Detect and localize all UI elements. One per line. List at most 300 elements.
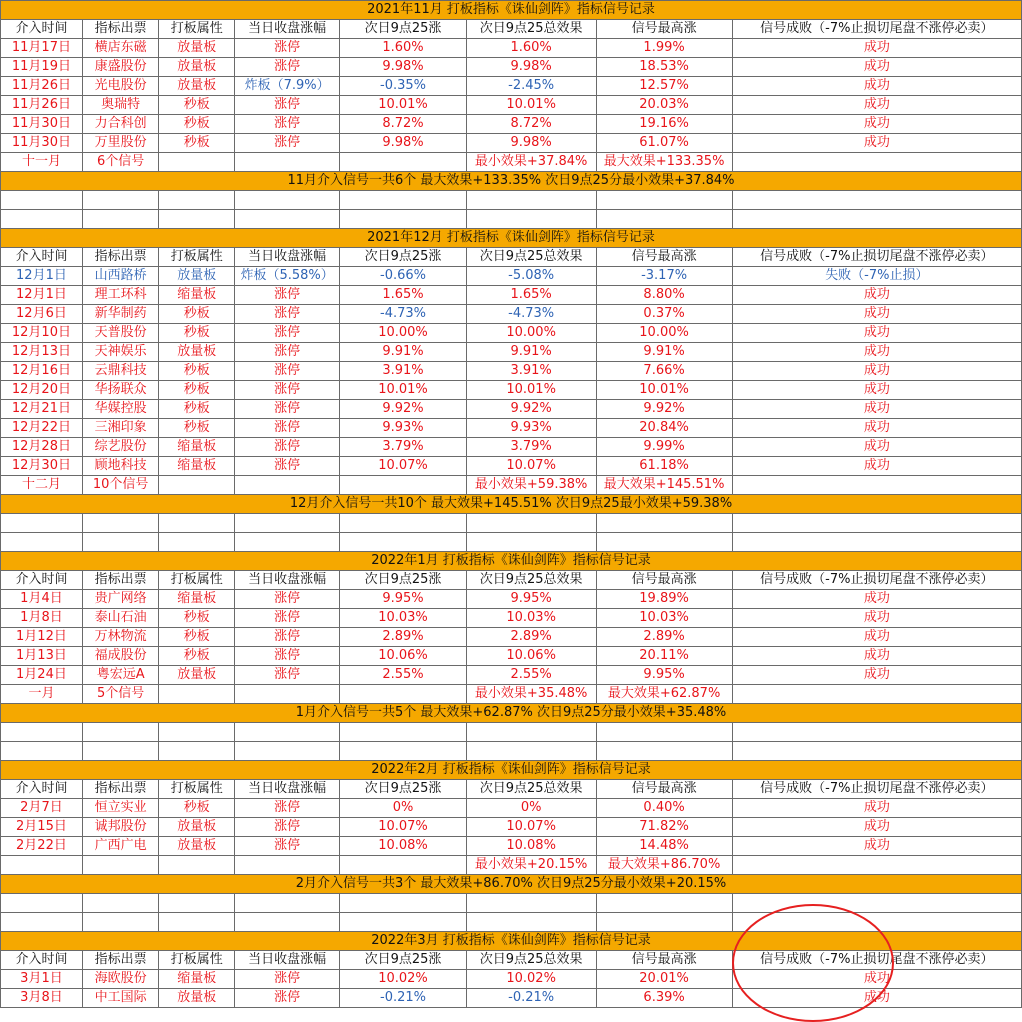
signal-cell[interactable]: 9.98% (466, 134, 596, 153)
signal-cell[interactable]: 0.37% (596, 305, 732, 324)
signal-cell[interactable]: -0.35% (340, 77, 467, 96)
signal-cell[interactable]: 11月30日 (1, 115, 83, 134)
signal-cell[interactable]: 缩量板 (159, 457, 235, 476)
column-header[interactable]: 介入时间 (1, 248, 83, 267)
signal-cell[interactable]: 1月4日 (1, 590, 83, 609)
signal-cell[interactable]: 10.01% (340, 96, 467, 115)
signal-cell[interactable]: 涨停 (234, 400, 339, 419)
signal-cell[interactable]: 秒板 (159, 609, 235, 628)
signal-cell[interactable]: 涨停 (234, 799, 339, 818)
signal-cell[interactable]: 3月1日 (1, 970, 83, 989)
signal-cell[interactable]: 9.95% (596, 666, 732, 685)
signal-cell[interactable]: 3月8日 (1, 989, 83, 1008)
empty-cell[interactable] (1, 514, 83, 533)
signal-cell[interactable]: 成功 (732, 590, 1021, 609)
signal-cell[interactable]: 缩量板 (159, 438, 235, 457)
signal-cell[interactable]: 缩量板 (159, 970, 235, 989)
signal-cell[interactable]: 秒板 (159, 799, 235, 818)
signal-cell[interactable]: 成功 (732, 989, 1021, 1008)
signal-cell[interactable]: 涨停 (234, 609, 339, 628)
month-total-cell[interactable] (340, 153, 467, 172)
column-header[interactable]: 指标出票 (82, 571, 159, 590)
signal-cell[interactable]: 9.91% (466, 343, 596, 362)
signal-cell[interactable]: 2.55% (340, 666, 467, 685)
signal-cell[interactable]: 12月10日 (1, 324, 83, 343)
signal-cell[interactable]: 放量板 (159, 837, 235, 856)
signal-cell[interactable]: 10.03% (596, 609, 732, 628)
signal-cell[interactable]: 成功 (732, 666, 1021, 685)
month-total-cell[interactable] (340, 685, 467, 704)
month-total-cell[interactable] (340, 476, 467, 495)
empty-cell[interactable] (159, 210, 235, 229)
signal-cell[interactable]: 61.07% (596, 134, 732, 153)
empty-cell[interactable] (1, 533, 83, 552)
column-header[interactable]: 次日9点25总效果 (466, 248, 596, 267)
signal-cell[interactable]: 1月8日 (1, 609, 83, 628)
section-title[interactable]: 2021年11月 打板指标《诛仙剑阵》指标信号记录 (1, 1, 1022, 20)
month-total-cell[interactable]: 最小效果+20.15% (466, 856, 596, 875)
empty-cell[interactable] (732, 210, 1021, 229)
signal-cell[interactable]: 0% (466, 799, 596, 818)
month-total-cell[interactable] (340, 856, 467, 875)
signal-cell[interactable]: 炸板（7.9%） (234, 77, 339, 96)
signal-cell[interactable]: 7.66% (596, 362, 732, 381)
empty-cell[interactable] (340, 533, 467, 552)
signal-cell[interactable]: 12月13日 (1, 343, 83, 362)
column-header[interactable]: 打板属性 (159, 20, 235, 39)
empty-cell[interactable] (234, 913, 339, 932)
signal-cell[interactable]: 福成股份 (82, 647, 159, 666)
signal-cell[interactable]: 涨停 (234, 818, 339, 837)
signal-cell[interactable]: 2.55% (466, 666, 596, 685)
empty-cell[interactable] (1, 894, 83, 913)
empty-cell[interactable] (159, 913, 235, 932)
signal-cell[interactable]: 12月16日 (1, 362, 83, 381)
column-header[interactable]: 信号最高涨 (596, 951, 732, 970)
column-header[interactable]: 打板属性 (159, 248, 235, 267)
signal-cell[interactable]: 2月22日 (1, 837, 83, 856)
column-header[interactable]: 介入时间 (1, 20, 83, 39)
signal-cell[interactable]: 放量板 (159, 666, 235, 685)
empty-cell[interactable] (466, 533, 596, 552)
signal-cell[interactable]: 9.99% (596, 438, 732, 457)
signal-cell[interactable]: 18.53% (596, 58, 732, 77)
signal-cell[interactable]: 10.00% (466, 324, 596, 343)
signal-cell[interactable]: 万林物流 (82, 628, 159, 647)
empty-cell[interactable] (159, 742, 235, 761)
signal-cell[interactable]: 6.39% (596, 989, 732, 1008)
empty-cell[interactable] (732, 742, 1021, 761)
section-title[interactable]: 2022年3月 打板指标《诛仙剑阵》指标信号记录 (1, 932, 1022, 951)
signal-cell[interactable]: 中工国际 (82, 989, 159, 1008)
signal-cell[interactable]: 综艺股份 (82, 438, 159, 457)
signal-cell[interactable]: 涨停 (234, 115, 339, 134)
signal-cell[interactable]: 61.18% (596, 457, 732, 476)
signal-cell[interactable]: 1.65% (340, 286, 467, 305)
signal-cell[interactable]: 11月17日 (1, 39, 83, 58)
signal-cell[interactable]: 10.03% (466, 609, 596, 628)
empty-cell[interactable] (1, 210, 83, 229)
month-total-cell[interactable]: 5个信号 (82, 685, 159, 704)
signal-cell[interactable]: 成功 (732, 58, 1021, 77)
column-header[interactable]: 当日收盘涨幅 (234, 20, 339, 39)
column-header[interactable]: 当日收盘涨幅 (234, 571, 339, 590)
signal-cell[interactable]: 三湘印象 (82, 419, 159, 438)
signal-cell[interactable]: 成功 (732, 39, 1021, 58)
month-summary[interactable]: 1月介入信号一共5个 最大效果+62.87% 次日9点25分最小效果+35.48% (1, 704, 1022, 723)
empty-cell[interactable] (340, 913, 467, 932)
empty-cell[interactable] (234, 723, 339, 742)
signal-cell[interactable]: 光电股份 (82, 77, 159, 96)
signal-cell[interactable]: 1.65% (466, 286, 596, 305)
signal-cell[interactable]: 1.99% (596, 39, 732, 58)
signal-cell[interactable]: 成功 (732, 77, 1021, 96)
empty-cell[interactable] (596, 723, 732, 742)
signal-cell[interactable]: 横店东磁 (82, 39, 159, 58)
signal-cell[interactable]: 涨停 (234, 457, 339, 476)
signal-cell[interactable]: 涨停 (234, 989, 339, 1008)
signal-cell[interactable]: 12.57% (596, 77, 732, 96)
month-total-cell[interactable]: 最小效果+59.38% (466, 476, 596, 495)
column-header[interactable]: 介入时间 (1, 571, 83, 590)
signal-cell[interactable]: 11月19日 (1, 58, 83, 77)
signal-cell[interactable]: 9.91% (340, 343, 467, 362)
empty-cell[interactable] (596, 514, 732, 533)
signal-cell[interactable]: 广西广电 (82, 837, 159, 856)
signal-cell[interactable]: 涨停 (234, 39, 339, 58)
signal-cell[interactable]: 11月26日 (1, 96, 83, 115)
column-header[interactable]: 次日9点25总效果 (466, 780, 596, 799)
signal-cell[interactable]: 2月15日 (1, 818, 83, 837)
signal-cell[interactable]: 恒立实业 (82, 799, 159, 818)
signal-cell[interactable]: 放量板 (159, 39, 235, 58)
signal-cell[interactable]: 涨停 (234, 419, 339, 438)
signal-cell[interactable]: 华扬联众 (82, 381, 159, 400)
month-total-cell[interactable] (159, 476, 235, 495)
signal-cell[interactable]: 华媒控股 (82, 400, 159, 419)
signal-cell[interactable]: 12月1日 (1, 267, 83, 286)
signal-cell[interactable]: 秒板 (159, 362, 235, 381)
empty-cell[interactable] (82, 533, 159, 552)
signal-cell[interactable]: 涨停 (234, 305, 339, 324)
signal-cell[interactable]: 9.95% (340, 590, 467, 609)
column-header[interactable]: 次日9点25涨 (340, 780, 467, 799)
empty-cell[interactable] (732, 533, 1021, 552)
signal-cell[interactable]: 9.92% (596, 400, 732, 419)
signal-cell[interactable]: 放量板 (159, 58, 235, 77)
signal-cell[interactable]: 1月24日 (1, 666, 83, 685)
section-title[interactable]: 2022年1月 打板指标《诛仙剑阵》指标信号记录 (1, 552, 1022, 571)
column-header[interactable]: 次日9点25总效果 (466, 20, 596, 39)
empty-cell[interactable] (340, 894, 467, 913)
empty-cell[interactable] (159, 723, 235, 742)
signal-cell[interactable]: 涨停 (234, 647, 339, 666)
month-total-cell[interactable]: 最大效果+145.51% (596, 476, 732, 495)
empty-cell[interactable] (234, 191, 339, 210)
signal-cell[interactable]: 成功 (732, 362, 1021, 381)
signal-cell[interactable]: 10.01% (466, 96, 596, 115)
signal-cell[interactable]: 成功 (732, 609, 1021, 628)
empty-cell[interactable] (1, 742, 83, 761)
month-summary[interactable]: 11月介入信号一共6个 最大效果+133.35% 次日9点25分最小效果+37.84% (1, 172, 1022, 191)
column-header[interactable]: 当日收盘涨幅 (234, 780, 339, 799)
column-header[interactable]: 信号最高涨 (596, 20, 732, 39)
column-header[interactable]: 次日9点25涨 (340, 951, 467, 970)
signal-cell[interactable]: 涨停 (234, 343, 339, 362)
signal-cell[interactable]: -5.08% (466, 267, 596, 286)
signal-cell[interactable]: 秒板 (159, 628, 235, 647)
empty-cell[interactable] (466, 742, 596, 761)
signal-cell[interactable]: 山西路桥 (82, 267, 159, 286)
month-total-cell[interactable]: 一月 (1, 685, 83, 704)
signal-cell[interactable]: 泰山石油 (82, 609, 159, 628)
signal-cell[interactable]: 0% (340, 799, 467, 818)
signal-cell[interactable]: 9.92% (466, 400, 596, 419)
month-total-cell[interactable]: 十一月 (1, 153, 83, 172)
signal-cell[interactable]: 2.89% (466, 628, 596, 647)
signal-cell[interactable]: 10.02% (340, 970, 467, 989)
empty-cell[interactable] (732, 913, 1021, 932)
column-header[interactable]: 介入时间 (1, 951, 83, 970)
month-summary[interactable]: 2月介入信号一共3个 最大效果+86.70% 次日9点25分最小效果+20.15% (1, 875, 1022, 894)
signal-cell[interactable]: 奥瑞特 (82, 96, 159, 115)
signal-cell[interactable]: 成功 (732, 115, 1021, 134)
column-header[interactable]: 次日9点25总效果 (466, 571, 596, 590)
month-total-cell[interactable]: 最大效果+133.35% (596, 153, 732, 172)
signal-cell[interactable]: 涨停 (234, 438, 339, 457)
signal-cell[interactable]: 涨停 (234, 628, 339, 647)
signal-cell[interactable]: 成功 (732, 286, 1021, 305)
signal-cell[interactable]: 11月26日 (1, 77, 83, 96)
signal-cell[interactable]: -0.21% (340, 989, 467, 1008)
signal-cell[interactable]: 涨停 (234, 286, 339, 305)
signal-cell[interactable]: 放量板 (159, 343, 235, 362)
empty-cell[interactable] (159, 191, 235, 210)
month-total-cell[interactable] (234, 476, 339, 495)
signal-cell[interactable]: 20.03% (596, 96, 732, 115)
column-header[interactable]: 次日9点25总效果 (466, 951, 596, 970)
signal-cell[interactable]: 涨停 (234, 96, 339, 115)
empty-cell[interactable] (340, 742, 467, 761)
empty-cell[interactable] (82, 894, 159, 913)
empty-cell[interactable] (596, 210, 732, 229)
signal-cell[interactable]: 成功 (732, 96, 1021, 115)
column-header[interactable]: 信号成败（-7%止损切尾盘不涨停必卖） (732, 248, 1021, 267)
empty-cell[interactable] (234, 514, 339, 533)
signal-cell[interactable]: 9.98% (340, 58, 467, 77)
signal-cell[interactable]: 涨停 (234, 58, 339, 77)
column-header[interactable]: 信号最高涨 (596, 571, 732, 590)
empty-cell[interactable] (1, 723, 83, 742)
signal-cell[interactable]: -3.17% (596, 267, 732, 286)
section-title[interactable]: 2021年12月 打板指标《诛仙剑阵》指标信号记录 (1, 229, 1022, 248)
signal-cell[interactable]: 成功 (732, 343, 1021, 362)
signal-cell[interactable]: 成功 (732, 457, 1021, 476)
column-header[interactable]: 次日9点25涨 (340, 571, 467, 590)
column-header[interactable]: 信号成败（-7%止损切尾盘不涨停必卖） (732, 571, 1021, 590)
empty-cell[interactable] (82, 742, 159, 761)
column-header[interactable]: 信号成败（-7%止损切尾盘不涨停必卖） (732, 20, 1021, 39)
month-summary[interactable]: 12月介入信号一共10个 最大效果+145.51% 次日9点25最小效果+59.38% (1, 495, 1022, 514)
empty-cell[interactable] (234, 742, 339, 761)
signal-cell[interactable]: 成功 (732, 628, 1021, 647)
signal-cell[interactable]: 1月13日 (1, 647, 83, 666)
empty-cell[interactable] (732, 514, 1021, 533)
month-total-cell[interactable] (82, 856, 159, 875)
empty-cell[interactable] (234, 533, 339, 552)
month-total-cell[interactable] (159, 685, 235, 704)
signal-cell[interactable]: 1.60% (466, 39, 596, 58)
signal-cell[interactable]: 3.91% (466, 362, 596, 381)
signal-cell[interactable]: 10.08% (466, 837, 596, 856)
signal-cell[interactable]: 涨停 (234, 837, 339, 856)
signal-cell[interactable]: 8.80% (596, 286, 732, 305)
signal-cell[interactable]: 成功 (732, 324, 1021, 343)
column-header[interactable]: 信号成败（-7%止损切尾盘不涨停必卖） (732, 951, 1021, 970)
signal-cell[interactable]: 放量板 (159, 818, 235, 837)
signal-cell[interactable]: 秒板 (159, 381, 235, 400)
column-header[interactable]: 打板属性 (159, 780, 235, 799)
empty-cell[interactable] (159, 514, 235, 533)
signal-cell[interactable]: 3.79% (340, 438, 467, 457)
signal-cell[interactable]: 12月6日 (1, 305, 83, 324)
signal-cell[interactable]: 涨停 (234, 324, 339, 343)
signal-cell[interactable]: 秒板 (159, 305, 235, 324)
signal-cell[interactable]: 缩量板 (159, 590, 235, 609)
column-header[interactable]: 介入时间 (1, 780, 83, 799)
signal-cell[interactable]: 成功 (732, 381, 1021, 400)
signal-cell[interactable]: 1.60% (340, 39, 467, 58)
signal-cell[interactable]: 贵广网络 (82, 590, 159, 609)
signal-cell[interactable]: 0.40% (596, 799, 732, 818)
signal-cell[interactable]: -0.66% (340, 267, 467, 286)
column-header[interactable]: 次日9点25涨 (340, 248, 467, 267)
signal-cell[interactable]: 新华制药 (82, 305, 159, 324)
month-total-cell[interactable]: 最大效果+62.87% (596, 685, 732, 704)
signal-cell[interactable]: 10.07% (340, 457, 467, 476)
empty-cell[interactable] (82, 191, 159, 210)
signal-cell[interactable]: 成功 (732, 134, 1021, 153)
month-total-cell[interactable] (159, 153, 235, 172)
empty-cell[interactable] (159, 894, 235, 913)
empty-cell[interactable] (466, 723, 596, 742)
column-header[interactable]: 当日收盘涨幅 (234, 248, 339, 267)
empty-cell[interactable] (466, 894, 596, 913)
signal-cell[interactable]: 8.72% (466, 115, 596, 134)
signal-cell[interactable]: 20.01% (596, 970, 732, 989)
empty-cell[interactable] (732, 191, 1021, 210)
signal-cell[interactable]: 秒板 (159, 647, 235, 666)
empty-cell[interactable] (596, 191, 732, 210)
empty-cell[interactable] (82, 723, 159, 742)
signal-cell[interactable]: 2.89% (340, 628, 467, 647)
column-header[interactable]: 当日收盘涨幅 (234, 951, 339, 970)
signal-cell[interactable]: 秒板 (159, 400, 235, 419)
signal-cell[interactable]: 秒板 (159, 134, 235, 153)
month-total-cell[interactable] (732, 153, 1021, 172)
signal-cell[interactable]: 19.16% (596, 115, 732, 134)
signal-cell[interactable]: 万里股份 (82, 134, 159, 153)
signal-cell[interactable]: 成功 (732, 305, 1021, 324)
month-total-cell[interactable]: 10个信号 (82, 476, 159, 495)
empty-cell[interactable] (340, 723, 467, 742)
signal-cell[interactable]: 成功 (732, 438, 1021, 457)
signal-cell[interactable]: 10.01% (340, 381, 467, 400)
signal-cell[interactable]: 缩量板 (159, 286, 235, 305)
signal-cell[interactable]: 14.48% (596, 837, 732, 856)
signal-cell[interactable]: 12月1日 (1, 286, 83, 305)
signal-cell[interactable]: 理工环科 (82, 286, 159, 305)
signal-cell[interactable]: 成功 (732, 647, 1021, 666)
month-total-cell[interactable] (732, 685, 1021, 704)
signal-cell[interactable]: 9.93% (340, 419, 467, 438)
signal-cell[interactable]: 11月30日 (1, 134, 83, 153)
signal-cell[interactable]: 10.02% (466, 970, 596, 989)
column-header[interactable]: 次日9点25涨 (340, 20, 467, 39)
signal-cell[interactable]: -4.73% (466, 305, 596, 324)
signal-cell[interactable]: 成功 (732, 818, 1021, 837)
signal-cell[interactable]: 顾地科技 (82, 457, 159, 476)
signal-cell[interactable]: 10.07% (340, 818, 467, 837)
column-header[interactable]: 信号最高涨 (596, 248, 732, 267)
signal-cell[interactable]: 12月22日 (1, 419, 83, 438)
column-header[interactable]: 指标出票 (82, 780, 159, 799)
month-total-cell[interactable] (234, 685, 339, 704)
signal-cell[interactable]: 9.93% (466, 419, 596, 438)
signal-cell[interactable]: 秒板 (159, 96, 235, 115)
empty-cell[interactable] (1, 191, 83, 210)
signal-cell[interactable]: 3.79% (466, 438, 596, 457)
column-header[interactable]: 指标出票 (82, 248, 159, 267)
signal-cell[interactable]: 8.72% (340, 115, 467, 134)
signal-cell[interactable]: 71.82% (596, 818, 732, 837)
signal-cell[interactable]: 秒板 (159, 419, 235, 438)
signal-cell[interactable]: 康盛股份 (82, 58, 159, 77)
empty-cell[interactable] (1, 913, 83, 932)
signal-cell[interactable]: 诚邦股份 (82, 818, 159, 837)
empty-cell[interactable] (82, 514, 159, 533)
empty-cell[interactable] (340, 514, 467, 533)
signal-cell[interactable]: 成功 (732, 419, 1021, 438)
signal-cell[interactable]: 9.98% (466, 58, 596, 77)
signal-cell[interactable]: 2.89% (596, 628, 732, 647)
signal-cell[interactable]: 放量板 (159, 77, 235, 96)
empty-cell[interactable] (466, 913, 596, 932)
empty-cell[interactable] (466, 210, 596, 229)
signal-cell[interactable]: 10.06% (340, 647, 467, 666)
signal-cell[interactable]: 12月28日 (1, 438, 83, 457)
empty-cell[interactable] (82, 913, 159, 932)
signal-cell[interactable]: 12月21日 (1, 400, 83, 419)
signal-cell[interactable]: 10.00% (340, 324, 467, 343)
signal-cell[interactable]: 海欧股份 (82, 970, 159, 989)
signal-cell[interactable]: 3.91% (340, 362, 467, 381)
signal-cell[interactable]: 10.00% (596, 324, 732, 343)
empty-cell[interactable] (234, 210, 339, 229)
signal-cell[interactable]: 粤宏远A (82, 666, 159, 685)
column-header[interactable]: 打板属性 (159, 571, 235, 590)
signal-cell[interactable]: 涨停 (234, 970, 339, 989)
signal-cell[interactable]: 12月30日 (1, 457, 83, 476)
signal-cell[interactable]: 10.08% (340, 837, 467, 856)
signal-cell[interactable]: 失败（-7%止损） (732, 267, 1021, 286)
month-total-cell[interactable]: 6个信号 (82, 153, 159, 172)
signal-cell[interactable]: 涨停 (234, 134, 339, 153)
signal-cell[interactable]: 秒板 (159, 115, 235, 134)
empty-cell[interactable] (596, 742, 732, 761)
signal-cell[interactable]: 成功 (732, 799, 1021, 818)
signal-cell[interactable]: 涨停 (234, 666, 339, 685)
